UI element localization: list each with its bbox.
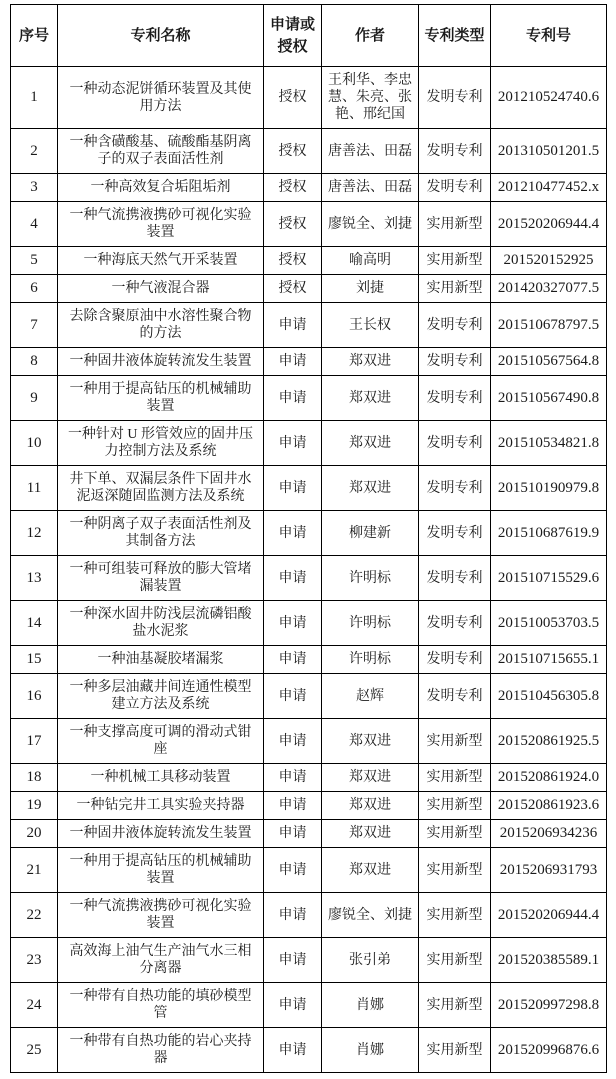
cell-name: 井下单、双漏层条件下固井水泥返深随固监测方法及系统 bbox=[58, 466, 264, 511]
cell-number: 201310501201.5 bbox=[491, 129, 607, 174]
cell-status: 申请 bbox=[264, 556, 322, 601]
cell-number: 201510053703.5 bbox=[491, 601, 607, 646]
table-row bbox=[11, 983, 607, 1028]
cell-type: 实用新型 bbox=[419, 719, 491, 764]
cell-name: 一种深水固井防浅层流磷铝酸盐水泥浆 bbox=[58, 601, 264, 646]
cell-status: 申请 bbox=[264, 848, 322, 893]
cell-type: 发明专利 bbox=[419, 466, 491, 511]
cell-type: 实用新型 bbox=[419, 893, 491, 938]
cell-type: 发明专利 bbox=[419, 556, 491, 601]
cell-type: 实用新型 bbox=[419, 764, 491, 792]
cell-authors: 肖娜 bbox=[322, 983, 419, 1028]
cell-type: 实用新型 bbox=[419, 202, 491, 247]
cell-name: 一种含磺酸基、硫酸酯基阴离子的双子表面活性剂 bbox=[58, 129, 264, 174]
cell-number: 201520861923.6 bbox=[491, 792, 607, 820]
cell-status: 申请 bbox=[264, 348, 322, 376]
cell-index: 21 bbox=[11, 848, 58, 893]
cell-status: 授权 bbox=[264, 67, 322, 129]
cell-name: 一种钻完井工具实验夹持器 bbox=[58, 792, 264, 820]
cell-status: 申请 bbox=[264, 646, 322, 674]
cell-name: 一种海底天然气开采装置 bbox=[58, 247, 264, 275]
cell-index: 16 bbox=[11, 674, 58, 719]
cell-index: 13 bbox=[11, 556, 58, 601]
cell-authors: 赵辉 bbox=[322, 674, 419, 719]
cell-number: 201520997298.8 bbox=[491, 983, 607, 1028]
cell-index: 4 bbox=[11, 202, 58, 247]
cell-type: 发明专利 bbox=[419, 511, 491, 556]
cell-status: 申请 bbox=[264, 820, 322, 848]
cell-number: 201210477452.x bbox=[491, 174, 607, 202]
table-row bbox=[11, 511, 607, 556]
cell-authors: 刘捷 bbox=[322, 275, 419, 303]
cell-authors: 喻高明 bbox=[322, 247, 419, 275]
table-row bbox=[11, 129, 607, 174]
cell-authors: 许明标 bbox=[322, 601, 419, 646]
cell-status: 授权 bbox=[264, 174, 322, 202]
cell-name: 一种固井液体旋转流发生装置 bbox=[58, 348, 264, 376]
cell-number: 201420327077.5 bbox=[491, 275, 607, 303]
cell-type: 实用新型 bbox=[419, 247, 491, 275]
cell-authors: 许明标 bbox=[322, 556, 419, 601]
table-row bbox=[11, 719, 607, 764]
cell-status: 申请 bbox=[264, 466, 322, 511]
cell-name: 一种固井液体旋转流发生装置 bbox=[58, 820, 264, 848]
table-header bbox=[11, 5, 607, 67]
cell-authors: 王利华、李忠慧、朱亮、张艳、邢纪国 bbox=[322, 67, 419, 129]
cell-status: 授权 bbox=[264, 247, 322, 275]
table-row bbox=[11, 764, 607, 792]
cell-index: 8 bbox=[11, 348, 58, 376]
cell-number: 201510678797.5 bbox=[491, 303, 607, 348]
cell-status: 申请 bbox=[264, 792, 322, 820]
cell-authors: 郑双进 bbox=[322, 764, 419, 792]
cell-number: 201520152925 bbox=[491, 247, 607, 275]
cell-name: 一种高效复合垢阻垢剂 bbox=[58, 174, 264, 202]
cell-authors: 郑双进 bbox=[322, 820, 419, 848]
table-row bbox=[11, 174, 607, 202]
table-row bbox=[11, 348, 607, 376]
cell-status: 申请 bbox=[264, 893, 322, 938]
cell-index: 1 bbox=[11, 67, 58, 129]
cell-status: 申请 bbox=[264, 376, 322, 421]
cell-name: 一种多层油藏井间连通性模型建立方法及系统 bbox=[58, 674, 264, 719]
table-row bbox=[11, 820, 607, 848]
cell-number: 201510687619.9 bbox=[491, 511, 607, 556]
cell-number: 201510456305.8 bbox=[491, 674, 607, 719]
cell-name: 一种气流携液携砂可视化实验装置 bbox=[58, 202, 264, 247]
table-row bbox=[11, 893, 607, 938]
table-row bbox=[11, 466, 607, 511]
cell-index: 11 bbox=[11, 466, 58, 511]
cell-index: 3 bbox=[11, 174, 58, 202]
cell-status: 申请 bbox=[264, 674, 322, 719]
table-row bbox=[11, 202, 607, 247]
cell-type: 发明专利 bbox=[419, 646, 491, 674]
cell-number: 201520996876.6 bbox=[491, 1028, 607, 1073]
cell-status: 申请 bbox=[264, 601, 322, 646]
cell-type: 发明专利 bbox=[419, 601, 491, 646]
cell-status: 申请 bbox=[264, 511, 322, 556]
cell-name: 一种带有自热功能的岩心夹持器 bbox=[58, 1028, 264, 1073]
cell-type: 发明专利 bbox=[419, 129, 491, 174]
cell-status: 授权 bbox=[264, 129, 322, 174]
cell-authors: 郑双进 bbox=[322, 376, 419, 421]
cell-authors: 王长权 bbox=[322, 303, 419, 348]
cell-index: 20 bbox=[11, 820, 58, 848]
table-row bbox=[11, 646, 607, 674]
cell-number: 201510715529.6 bbox=[491, 556, 607, 601]
cell-index: 5 bbox=[11, 247, 58, 275]
table-row bbox=[11, 848, 607, 893]
cell-name: 一种带有自热功能的填砂模型管 bbox=[58, 983, 264, 1028]
cell-index: 23 bbox=[11, 938, 58, 983]
cell-index: 19 bbox=[11, 792, 58, 820]
cell-status: 申请 bbox=[264, 983, 322, 1028]
cell-index: 7 bbox=[11, 303, 58, 348]
cell-number: 201520206944.4 bbox=[491, 893, 607, 938]
cell-status: 申请 bbox=[264, 764, 322, 792]
table-row bbox=[11, 303, 607, 348]
table-row bbox=[11, 421, 607, 466]
cell-name: 一种针对 U 形管效应的固井压力控制方法及系统 bbox=[58, 421, 264, 466]
cell-number: 2015206934236 bbox=[491, 820, 607, 848]
cell-index: 17 bbox=[11, 719, 58, 764]
cell-number: 201510715655.1 bbox=[491, 646, 607, 674]
cell-authors: 唐善法、田磊 bbox=[322, 129, 419, 174]
cell-type: 实用新型 bbox=[419, 983, 491, 1028]
header-cell-number: 专利号 bbox=[491, 5, 607, 67]
table-body bbox=[11, 67, 607, 1073]
cell-type: 实用新型 bbox=[419, 848, 491, 893]
cell-type: 实用新型 bbox=[419, 820, 491, 848]
cell-index: 2 bbox=[11, 129, 58, 174]
cell-number: 201520206944.4 bbox=[491, 202, 607, 247]
cell-authors: 郑双进 bbox=[322, 848, 419, 893]
header-row bbox=[11, 5, 607, 67]
cell-name: 一种气流携液携砂可视化实验装置 bbox=[58, 893, 264, 938]
cell-authors: 郑双进 bbox=[322, 348, 419, 376]
cell-index: 10 bbox=[11, 421, 58, 466]
cell-type: 实用新型 bbox=[419, 275, 491, 303]
cell-type: 实用新型 bbox=[419, 792, 491, 820]
cell-authors: 张引弟 bbox=[322, 938, 419, 983]
cell-authors: 郑双进 bbox=[322, 421, 419, 466]
cell-number: 201210524740.6 bbox=[491, 67, 607, 129]
cell-status: 申请 bbox=[264, 938, 322, 983]
header-cell-index: 序号 bbox=[11, 5, 58, 67]
cell-status: 申请 bbox=[264, 719, 322, 764]
cell-name: 一种气液混合器 bbox=[58, 275, 264, 303]
header-cell-type: 专利类型 bbox=[419, 5, 491, 67]
cell-authors: 柳建新 bbox=[322, 511, 419, 556]
table-row bbox=[11, 556, 607, 601]
cell-index: 9 bbox=[11, 376, 58, 421]
cell-number: 201510567490.8 bbox=[491, 376, 607, 421]
cell-type: 发明专利 bbox=[419, 376, 491, 421]
cell-type: 发明专利 bbox=[419, 348, 491, 376]
table-row bbox=[11, 247, 607, 275]
cell-name: 一种用于提高钻压的机械辅助装置 bbox=[58, 848, 264, 893]
cell-status: 申请 bbox=[264, 421, 322, 466]
cell-number: 201520861925.5 bbox=[491, 719, 607, 764]
cell-index: 24 bbox=[11, 983, 58, 1028]
table-row bbox=[11, 1028, 607, 1073]
cell-type: 实用新型 bbox=[419, 938, 491, 983]
header-cell-authors: 作者 bbox=[322, 5, 419, 67]
cell-name: 一种可组装可释放的膨大管堵漏装置 bbox=[58, 556, 264, 601]
cell-status: 授权 bbox=[264, 202, 322, 247]
cell-name: 一种用于提高钻压的机械辅助装置 bbox=[58, 376, 264, 421]
cell-index: 6 bbox=[11, 275, 58, 303]
cell-authors: 唐善法、田磊 bbox=[322, 174, 419, 202]
cell-type: 发明专利 bbox=[419, 674, 491, 719]
table-row bbox=[11, 275, 607, 303]
cell-index: 12 bbox=[11, 511, 58, 556]
cell-name: 一种油基凝胶堵漏浆 bbox=[58, 646, 264, 674]
cell-number: 201520385589.1 bbox=[491, 938, 607, 983]
cell-type: 发明专利 bbox=[419, 421, 491, 466]
patent-table bbox=[10, 4, 607, 1073]
cell-index: 25 bbox=[11, 1028, 58, 1073]
cell-name: 一种阴离子双子表面活性剂及其制备方法 bbox=[58, 511, 264, 556]
cell-authors: 郑双进 bbox=[322, 792, 419, 820]
cell-index: 18 bbox=[11, 764, 58, 792]
cell-status: 授权 bbox=[264, 275, 322, 303]
cell-number: 201520861924.0 bbox=[491, 764, 607, 792]
cell-index: 22 bbox=[11, 893, 58, 938]
cell-authors: 郑双进 bbox=[322, 719, 419, 764]
header-cell-name: 专利名称 bbox=[58, 5, 264, 67]
cell-authors: 廖锐全、刘捷 bbox=[322, 893, 419, 938]
cell-name: 一种动态泥饼循环装置及其使用方法 bbox=[58, 67, 264, 129]
table-row bbox=[11, 792, 607, 820]
cell-authors: 肖娜 bbox=[322, 1028, 419, 1073]
table-row bbox=[11, 938, 607, 983]
header-cell-status: 申请或授权 bbox=[264, 5, 322, 67]
cell-index: 14 bbox=[11, 601, 58, 646]
cell-number: 201510567564.8 bbox=[491, 348, 607, 376]
cell-type: 发明专利 bbox=[419, 174, 491, 202]
cell-number: 201510190979.8 bbox=[491, 466, 607, 511]
table-row bbox=[11, 67, 607, 129]
cell-type: 发明专利 bbox=[419, 67, 491, 129]
cell-name: 去除含聚原油中水溶性聚合物的方法 bbox=[58, 303, 264, 348]
cell-name: 一种机械工具移动装置 bbox=[58, 764, 264, 792]
cell-name: 高效海上油气生产油气水三相分离器 bbox=[58, 938, 264, 983]
table-row bbox=[11, 674, 607, 719]
cell-number: 2015206931793 bbox=[491, 848, 607, 893]
cell-authors: 许明标 bbox=[322, 646, 419, 674]
table-row bbox=[11, 376, 607, 421]
cell-name: 一种支撑高度可调的滑动式钳座 bbox=[58, 719, 264, 764]
cell-authors: 廖锐全、刘捷 bbox=[322, 202, 419, 247]
cell-index: 15 bbox=[11, 646, 58, 674]
cell-type: 实用新型 bbox=[419, 1028, 491, 1073]
cell-status: 申请 bbox=[264, 1028, 322, 1073]
cell-number: 201510534821.8 bbox=[491, 421, 607, 466]
cell-status: 申请 bbox=[264, 303, 322, 348]
cell-authors: 郑双进 bbox=[322, 466, 419, 511]
table-row bbox=[11, 601, 607, 646]
cell-type: 发明专利 bbox=[419, 303, 491, 348]
